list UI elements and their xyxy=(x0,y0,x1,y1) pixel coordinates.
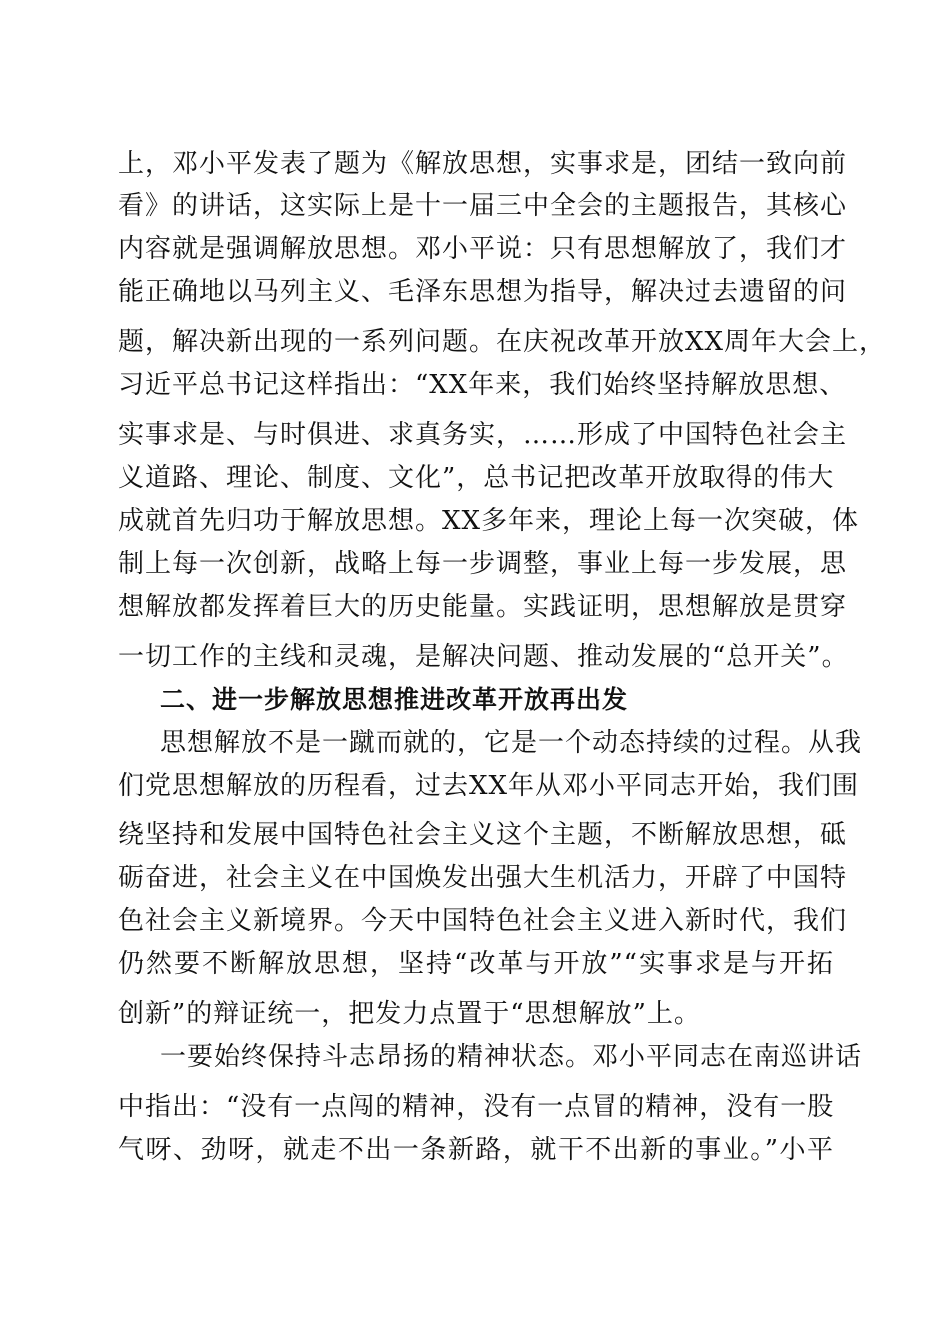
paragraph-1-line-9: 成就首先归功于解放思想。XX多年来，理论上每一次突破，体 xyxy=(118,506,860,536)
paragraph-1-line-10: 制上每一次创新，战略上每一步调整，事业上每一步发展，思 xyxy=(118,549,848,579)
paragraph-1-line-12: 一切工作的主线和灵魂，是解决问题、推动发展的“总开关”。 xyxy=(118,642,849,672)
paragraph-2-line-3: 绕坚持和发展中国特色社会主义这个主题，不断解放思想，砥 xyxy=(118,820,848,850)
paragraph-1-line-4: 能正确地以马列主义、毛泽东思想为指导，解决过去遗留的问 xyxy=(118,277,848,307)
paragraph-3-line-3: 气呀、劲呀，就走不出一条新路，就干不出新的事业。”小平 xyxy=(118,1135,834,1165)
paragraph-2-line-4: 砺奋进，社会主义在中国焕发出强大生机活力，开辟了中国特 xyxy=(118,863,848,893)
paragraph-1-line-7: 实事求是、与时俱进、求真务实，……形成了中国特色社会主 xyxy=(118,420,848,450)
section-2-heading: 二、进一步解放思想推进改革开放再出发 xyxy=(160,685,629,714)
paragraph-1-line-5: 题，解决新出现的一系列问题。在庆祝改革开放XX周年大会上， xyxy=(118,327,887,357)
paragraph-1-line-3: 内容就是强调解放思想。邓小平说：只有思想解放了，我们才 xyxy=(118,234,848,264)
paragraph-3-line-2: 中指出：“没有一点闯的精神，没有一点冒的精神，没有一股 xyxy=(118,1092,835,1122)
paragraph-1-line-2: 看》的讲话，这实际上是十一届三中全会的主题报告，其核心 xyxy=(118,191,848,221)
paragraph-3-line-1: 一要始终保持斗志昂扬的精神状态。邓小平同志在南巡讲话 xyxy=(160,1042,863,1072)
paragraph-2-line-2: 们党思想解放的历程看，过去XX年从邓小平同志开始，我们围 xyxy=(118,771,860,801)
paragraph-2-line-6: 仍然要不断解放思想，坚持“改革与开放”“实事求是与开拓 xyxy=(118,949,834,979)
paragraph-2-line-7: 创新”的辩证统一，把发力点置于“思想解放”上。 xyxy=(118,999,701,1029)
paragraph-1-line-6: 习近平总书记这样指出：“XX年来，我们始终坚持解放思想、 xyxy=(118,370,847,400)
paragraph-1-line-8: 义道路、理论、制度、文化”，总书记把改革开放取得的伟大 xyxy=(118,463,835,493)
paragraph-2-line-5: 色社会主义新境界。今天中国特色社会主义进入新时代，我们 xyxy=(118,906,848,936)
paragraph-2-line-1: 思想解放不是一蹴而就的，它是一个动态持续的过程。从我 xyxy=(160,728,863,758)
paragraph-1-line-11: 想解放都发挥着巨大的历史能量。实践证明，思想解放是贯穿 xyxy=(118,592,848,622)
paragraph-1-line-1: 上，邓小平发表了题为《解放思想，实事求是，团结一致向前 xyxy=(118,149,848,179)
